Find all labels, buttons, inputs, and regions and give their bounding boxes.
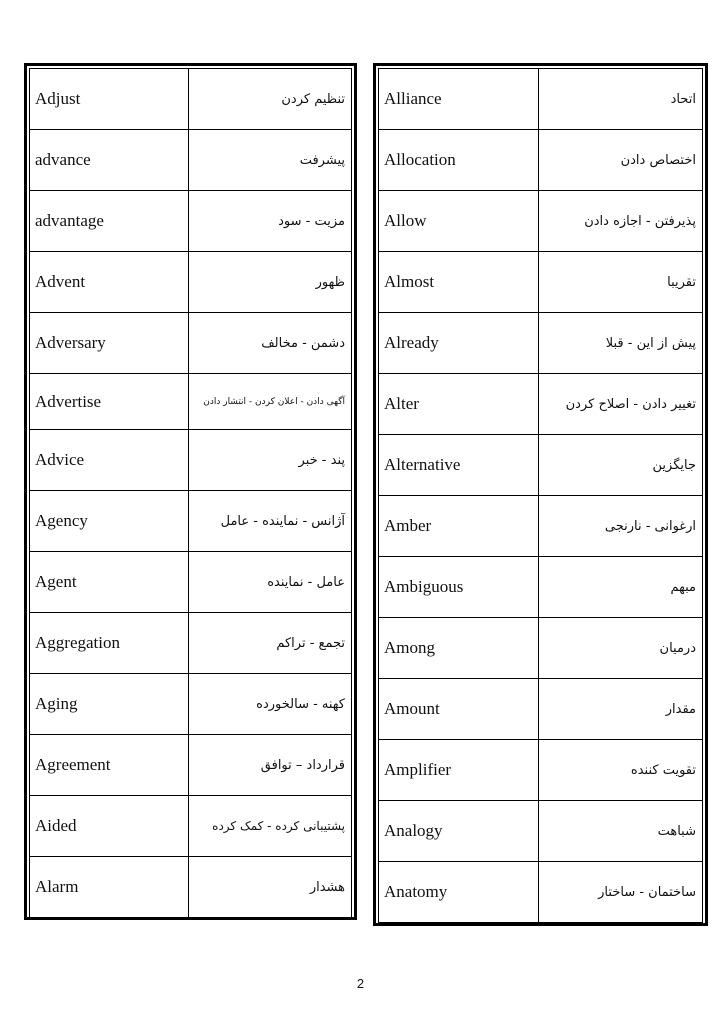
english-word: Amplifier xyxy=(379,740,539,801)
table-row xyxy=(30,430,352,491)
english-word: Alter xyxy=(379,374,539,435)
table-row xyxy=(30,374,352,430)
table-row xyxy=(379,862,703,923)
table-row xyxy=(30,552,352,613)
table-row xyxy=(30,252,352,313)
english-word: Aging xyxy=(30,674,189,735)
persian-meaning: پذیرفتن - اجازه دادن xyxy=(539,191,703,252)
english-word: Allow xyxy=(379,191,539,252)
english-word: Ambiguous xyxy=(379,557,539,618)
persian-meaning: پند - خبر xyxy=(189,430,352,491)
table-row xyxy=(30,69,352,130)
table-row xyxy=(379,679,703,740)
table-row xyxy=(379,496,703,557)
persian-meaning: اختصاص دادن xyxy=(539,130,703,191)
table-row xyxy=(30,313,352,374)
persian-meaning: پیش از این - قبلا xyxy=(539,313,703,374)
persian-meaning: مبهم xyxy=(539,557,703,618)
persian-meaning: مقدار xyxy=(539,679,703,740)
persian-meaning: تقریبا xyxy=(539,252,703,313)
english-word: Amount xyxy=(379,679,539,740)
english-word: Aggregation xyxy=(30,613,189,674)
english-word: Alliance xyxy=(379,69,539,130)
english-word: Analogy xyxy=(379,801,539,862)
english-word: Agent xyxy=(30,552,189,613)
table-row xyxy=(379,801,703,862)
table-row xyxy=(379,191,703,252)
table-row xyxy=(379,435,703,496)
persian-meaning: ارغوانی - نارنجی xyxy=(539,496,703,557)
persian-meaning: پشتیبانی کرده - کمک کرده xyxy=(189,796,352,857)
table-row xyxy=(379,69,703,130)
english-word: Aided xyxy=(30,796,189,857)
persian-meaning: هشدار xyxy=(189,857,352,918)
table-row xyxy=(30,491,352,552)
english-word: Advertise xyxy=(30,374,189,430)
persian-meaning: دشمن - مخالف xyxy=(189,313,352,374)
english-word: advantage xyxy=(30,191,189,252)
persian-meaning: آژانس - نماینده - عامل xyxy=(189,491,352,552)
table-row xyxy=(30,796,352,857)
table-row xyxy=(379,130,703,191)
table-row xyxy=(379,252,703,313)
english-word: Amber xyxy=(379,496,539,557)
table-row xyxy=(379,740,703,801)
persian-meaning: اتحاد xyxy=(539,69,703,130)
persian-meaning: پیشرفت xyxy=(189,130,352,191)
page-number: 2 xyxy=(356,976,365,991)
english-word: Almost xyxy=(379,252,539,313)
english-word: Alternative xyxy=(379,435,539,496)
english-word: Advent xyxy=(30,252,189,313)
english-word: Alarm xyxy=(30,857,189,918)
table-row xyxy=(30,857,352,918)
persian-meaning: تجمع - تراکم xyxy=(189,613,352,674)
table-row xyxy=(30,613,352,674)
table-row xyxy=(379,618,703,679)
right-vocab-grid xyxy=(378,68,703,923)
english-word: Adversary xyxy=(30,313,189,374)
persian-meaning: قرارداد – توافق xyxy=(189,735,352,796)
english-word: Anatomy xyxy=(379,862,539,923)
table-row xyxy=(30,674,352,735)
english-word: Agreement xyxy=(30,735,189,796)
persian-meaning: کهنه - سالخورده xyxy=(189,674,352,735)
english-word: Adjust xyxy=(30,69,189,130)
persian-meaning: عامل - نماینده xyxy=(189,552,352,613)
english-word: advance xyxy=(30,130,189,191)
persian-meaning: تغییر دادن - اصلاح کردن xyxy=(539,374,703,435)
left-vocab-table xyxy=(24,63,357,920)
persian-meaning: ظهور xyxy=(189,252,352,313)
english-word: Among xyxy=(379,618,539,679)
persian-meaning: تنظیم کردن xyxy=(189,69,352,130)
english-word: Advice xyxy=(30,430,189,491)
left-vocab-grid xyxy=(29,68,352,918)
table-row xyxy=(379,557,703,618)
table-row xyxy=(30,191,352,252)
persian-meaning: آگهی دادن - اعلان کردن - انتشار دادن xyxy=(189,374,352,430)
table-row xyxy=(379,313,703,374)
right-vocab-table xyxy=(373,63,708,926)
persian-meaning: ساختمان - ساختار xyxy=(539,862,703,923)
english-word: Agency xyxy=(30,491,189,552)
english-word: Allocation xyxy=(379,130,539,191)
persian-meaning: شباهت xyxy=(539,801,703,862)
table-row xyxy=(30,130,352,191)
persian-meaning: مزیت - سود xyxy=(189,191,352,252)
persian-meaning: درمیان xyxy=(539,618,703,679)
table-row xyxy=(379,374,703,435)
table-row xyxy=(30,735,352,796)
persian-meaning: جایگزین xyxy=(539,435,703,496)
persian-meaning: تقویت کننده xyxy=(539,740,703,801)
english-word: Already xyxy=(379,313,539,374)
